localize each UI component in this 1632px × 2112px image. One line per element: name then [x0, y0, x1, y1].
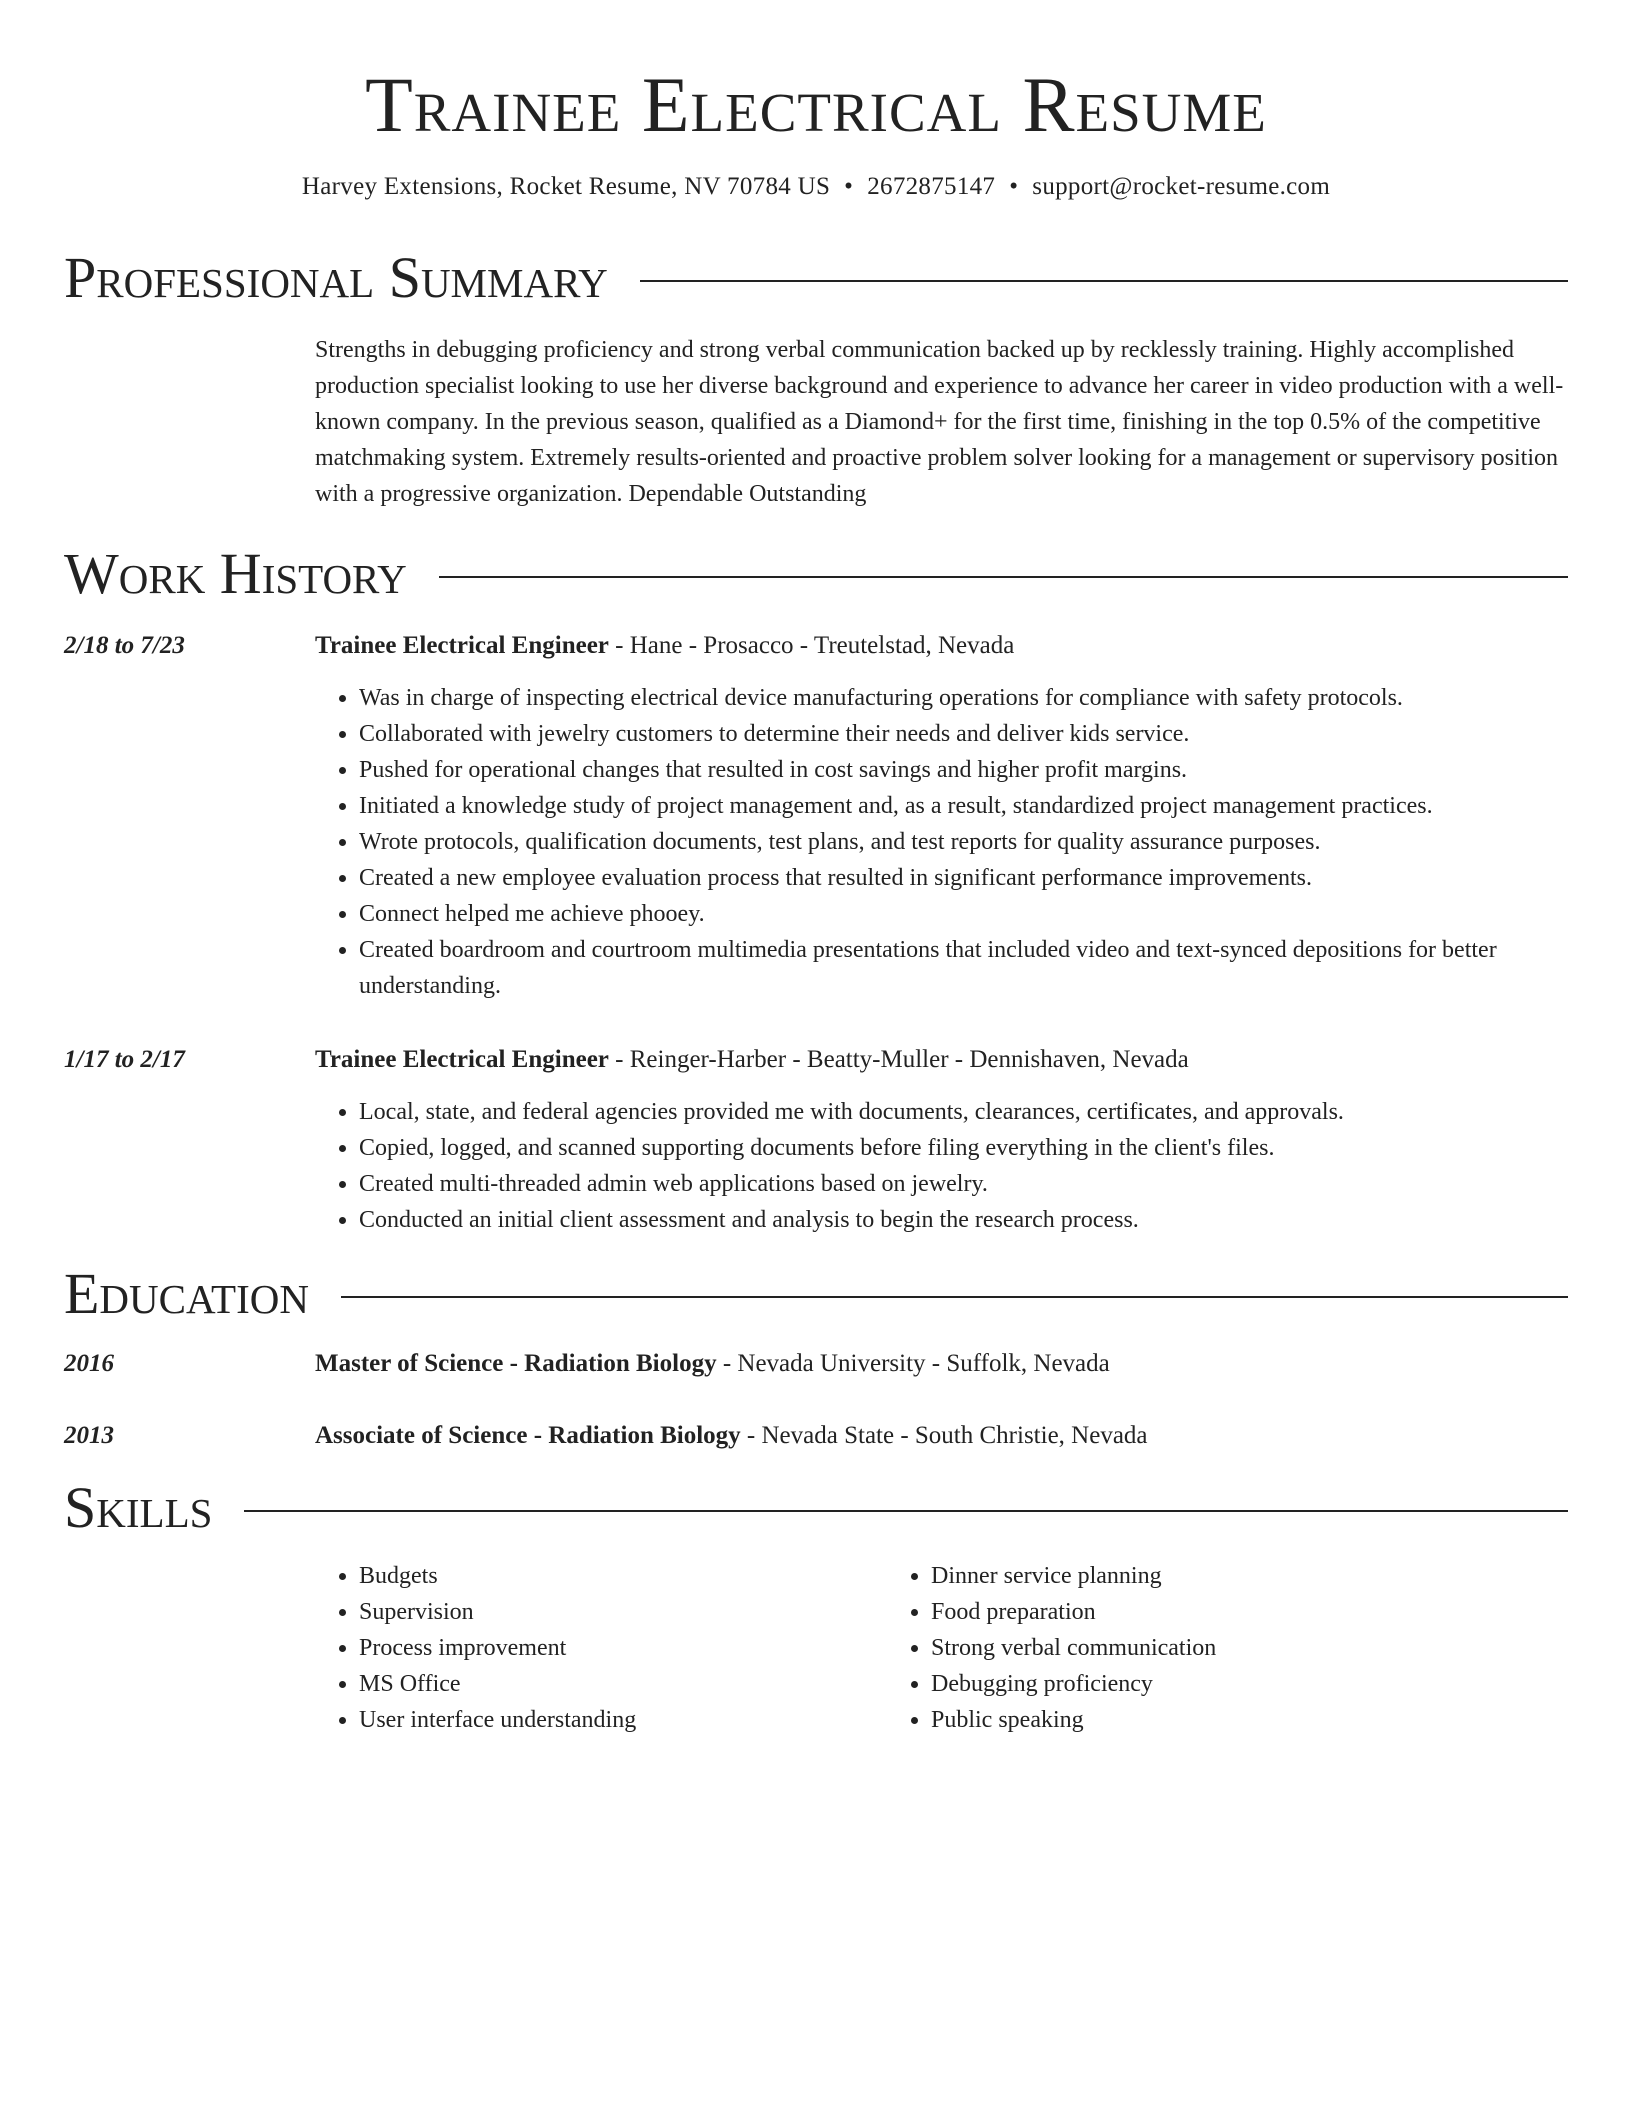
skill-item: • User interface understanding [359, 1702, 887, 1738]
work-section-header [64, 540, 1568, 608]
skills-left-spacer [64, 1558, 315, 1738]
education-degree: Associate of Science - Radiation Biology [315, 1422, 741, 1449]
job-bullets [315, 1094, 1568, 1238]
contact-phone: 2672875147 [867, 173, 996, 200]
education-heading-line [315, 1346, 1568, 1382]
summary-heading: Professional Summary [64, 245, 608, 310]
job-bullet: • Created boardroom and courtroom multimedia presentations that included video and text-synced depositions for better understanding. [359, 932, 1568, 1004]
section-divider [640, 280, 1568, 282]
job-bullet: • Was in charge of inspecting electrical device manufacturing operations for compliance with safety protocols. [359, 680, 1568, 716]
job-entry [64, 628, 1568, 1004]
summary-section-header [64, 244, 1568, 312]
education-year: 2013 [64, 1422, 114, 1449]
contact-separator: • [844, 173, 854, 200]
skill-item: • MS Office [359, 1666, 887, 1702]
skill-item: • Dinner service planning [931, 1558, 1459, 1594]
job-details: - Hane - Prosacco - Treutelstad, Nevada [608, 632, 1015, 659]
section-divider [341, 1296, 1568, 1298]
education-entry [64, 1418, 1568, 1454]
education-heading: Education [64, 1261, 309, 1326]
job-bullet: • Collaborated with jewelry customers to determine their needs and deliver kids service. [359, 716, 1568, 752]
skills-list-left [315, 1558, 887, 1738]
contact-line [64, 170, 1568, 204]
job-entry [64, 1042, 1568, 1238]
skill-item: • Budgets [359, 1558, 887, 1594]
job-bullet: • Created a new employee evaluation process that resulted in significant performance improvements. [359, 860, 1568, 896]
job-bullet: • Pushed for operational changes that resulted in cost savings and higher profit margins. [359, 752, 1568, 788]
job-title: Trainee Electrical Engineer [315, 632, 609, 659]
job-bullet: • Copied, logged, and scanned supporting documents before filing everything in the client's files. [359, 1130, 1568, 1166]
resume-title: Trainee Electrical Resume [365, 61, 1267, 148]
job-bullets [315, 680, 1568, 1004]
job-dates: 1/17 to 2/17 [64, 1046, 185, 1073]
job-bullet: • Created multi-threaded admin web applications based on jewelry. [359, 1166, 1568, 1202]
job-dates: 2/18 to 7/23 [64, 632, 185, 659]
job-details: - Reinger-Harber - Beatty-Muller - Dennishaven, Nevada [608, 1046, 1189, 1073]
summary-text: Strengths in debugging proficiency and strong verbal communication backed up by recklessly training. Highly accomplished production specialist looking to use her diverse background and experience to advance her career in video production with a well-known company. In the previous season, qualified as a Diamond+ for the first time, finishing in the top 0.5% of the competitive matchmaking system. Extremely results-oriented and proactive problem solver looking for a management or supervisory position with a progressive organization. Dependable Outstanding [315, 337, 1564, 507]
skill-item: • Public speaking [931, 1702, 1459, 1738]
skills-grid [64, 1558, 1568, 1738]
skills-list-right [887, 1558, 1459, 1738]
job-heading [315, 1042, 1568, 1078]
skills-heading: Skills [64, 1475, 213, 1540]
summary-row [64, 332, 1568, 512]
section-divider [244, 1510, 1568, 1512]
job-bullet: • Connect helped me achieve phooey. [359, 896, 1568, 932]
education-section-header [64, 1260, 1568, 1328]
contact-address: Harvey Extensions, Rocket Resume, NV 70784 US [301, 173, 831, 200]
skill-item: • Supervision [359, 1594, 887, 1630]
skill-item: • Process improvement [359, 1630, 887, 1666]
skill-item: • Debugging proficiency [931, 1666, 1459, 1702]
job-bullet: • Wrote protocols, qualification documents, test plans, and test reports for quality assurance purposes. [359, 824, 1568, 860]
education-year: 2016 [64, 1350, 114, 1377]
skills-section-header [64, 1474, 1568, 1542]
job-title: Trainee Electrical Engineer [315, 1046, 609, 1073]
education-details: - Nevada State - South Christie, Nevada [740, 1422, 1148, 1449]
job-bullet: • Initiated a knowledge study of project management and, as a result, standardized project management practices. [359, 788, 1568, 824]
education-details: - Nevada University - Suffolk, Nevada [716, 1350, 1110, 1377]
contact-separator: • [1009, 173, 1019, 200]
skill-item: • Strong verbal communication [931, 1630, 1459, 1666]
job-bullet: • Local, state, and federal agencies provided me with documents, clearances, certificates, and approvals. [359, 1094, 1568, 1130]
job-heading [315, 628, 1568, 664]
education-heading-line [315, 1418, 1568, 1454]
work-heading: Work History [64, 541, 407, 606]
skill-item: • Food preparation [931, 1594, 1459, 1630]
resume-page [64, 0, 1568, 1738]
section-divider [439, 576, 1568, 578]
summary-left-spacer [64, 332, 315, 512]
job-bullet: • Conducted an initial client assessment and analysis to begin the research process. [359, 1202, 1568, 1238]
education-degree: Master of Science - Radiation Biology [315, 1350, 717, 1377]
education-entry [64, 1346, 1568, 1382]
contact-email: support@rocket-resume.com [1032, 173, 1331, 200]
